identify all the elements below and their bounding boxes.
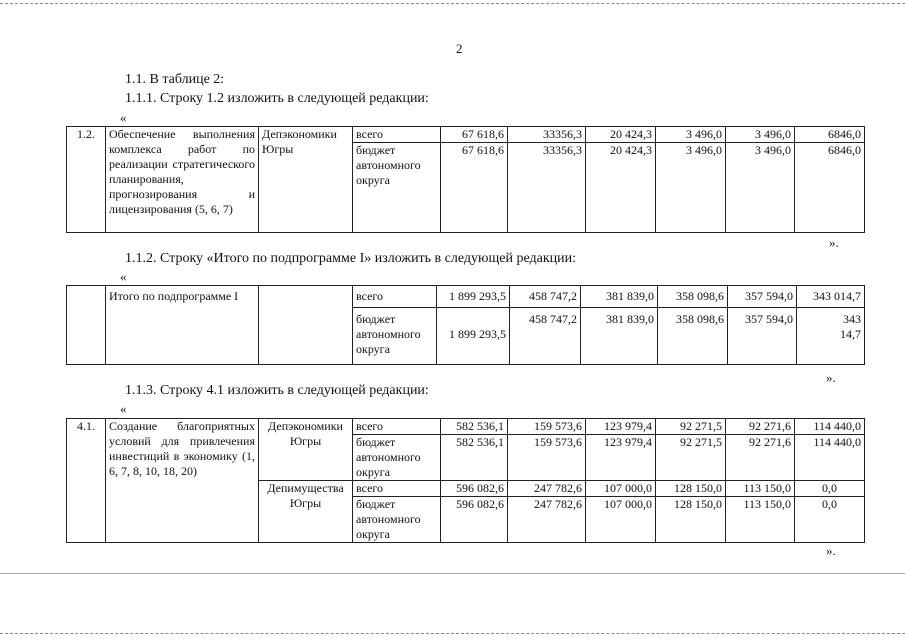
- value-cell: 247 782,6: [508, 497, 586, 543]
- value-cell: 6846,0: [795, 127, 865, 143]
- executor-1: Депэкономики Югры: [259, 419, 353, 481]
- value-cell: 20 424,3: [586, 127, 656, 143]
- value-cell: 1 899 293,5: [437, 308, 510, 365]
- value-cell: 358 098,6: [658, 308, 728, 365]
- table-subprogram-total: [66, 285, 865, 365]
- value-cell: 582 536,1: [441, 419, 508, 435]
- value-cell: 113 150,0: [726, 481, 795, 497]
- open-quote-2: «: [120, 269, 127, 284]
- row-number: 1.2.: [67, 127, 106, 233]
- value-cell: 458 747,2: [510, 286, 581, 308]
- item-1-1-3: 1.1.3. Строку 4.1 изложить в следующей редакции:: [125, 383, 429, 398]
- close-quote-2: ».: [826, 370, 836, 385]
- finance-source-budget: бюджет автономного округа: [353, 143, 441, 233]
- value-cell: 357 594,0: [728, 286, 797, 308]
- row-number-empty: [67, 286, 106, 365]
- value-cell: 33356,3: [508, 143, 586, 233]
- value-cell: 1 899 293,5: [437, 286, 510, 308]
- value-cell: 123 979,4: [586, 419, 656, 435]
- value-cell: 114 440,0: [795, 419, 865, 435]
- value-cell: 92 271,6: [726, 419, 795, 435]
- executor: Депэкономики Югры: [259, 127, 353, 233]
- measure-name: Обеспечение выполнения комплекса работ по реализации стратегического планирования, прогнозирования и лицензирования (5, 6, 7): [106, 127, 259, 233]
- value-cell: 596 082,6: [441, 497, 508, 543]
- close-quote-1: ».: [829, 235, 839, 250]
- open-quote-1: «: [120, 110, 127, 125]
- value-cell: 92 271,5: [656, 435, 726, 481]
- value-cell: 159 573,6: [508, 435, 586, 481]
- value-cell: 3 496,0: [656, 143, 726, 233]
- value-cell: 358 098,6: [658, 286, 728, 308]
- value-cell: 159 573,6: [508, 419, 586, 435]
- value-cell: 596 082,6: [441, 481, 508, 497]
- value-cell: 6846,0: [795, 143, 865, 233]
- value-cell: 123 979,4: [586, 435, 656, 481]
- value-cell: 107 000,0: [586, 497, 656, 543]
- finance-source-total: всего: [353, 127, 441, 143]
- bottom-edge-line: [0, 633, 905, 634]
- value-cell: 67 618,6: [441, 143, 508, 233]
- close-quote-3: ».: [826, 543, 836, 558]
- value-cell: 582 536,1: [441, 435, 508, 481]
- open-quote-3: «: [120, 401, 127, 416]
- finance-source-budget: бюджет автономного округа: [353, 497, 441, 543]
- finance-source-budget: бюджет автономного округа: [353, 435, 441, 481]
- finance-source-total: всего: [353, 286, 437, 308]
- value-cell: 92 271,6: [726, 435, 795, 481]
- value-cell: 114 440,0: [795, 435, 865, 481]
- value-cell: 0,0: [795, 481, 865, 497]
- value-cell: 3 496,0: [656, 127, 726, 143]
- subprogram-name: Итого по подпрограмме I: [106, 286, 259, 365]
- value-cell: 67 618,6: [441, 127, 508, 143]
- value-cell: 3 496,0: [726, 127, 795, 143]
- value-cell: 107 000,0: [586, 481, 656, 497]
- value-cell: 128 150,0: [656, 481, 726, 497]
- page-break-line: [0, 573, 905, 574]
- item-1-1: 1.1. В таблице 2:: [125, 72, 225, 87]
- finance-source-total: всего: [353, 481, 441, 497]
- finance-source-budget: бюджет автономного округа: [353, 308, 437, 365]
- value-cell: 381 839,0: [581, 286, 658, 308]
- value-cell: 20 424,3: [586, 143, 656, 233]
- top-edge-line: [0, 3, 905, 4]
- value-cell: 0,0: [795, 497, 865, 543]
- value-cell: 381 839,0: [581, 308, 658, 365]
- item-1-1-2: 1.1.2. Строку «Итого по подпрограмме I» изложить в следующей редакции:: [125, 251, 577, 266]
- value-cell: 92 271,5: [656, 419, 726, 435]
- value-cell: 128 150,0: [656, 497, 726, 543]
- value-cell: 343 14,7: [797, 308, 865, 365]
- table-row-1-2: [66, 126, 865, 233]
- value-cell: 343 014,7: [797, 286, 865, 308]
- page-number: 2: [456, 41, 463, 56]
- value-cell: 357 594,0: [728, 308, 797, 365]
- executor-2: Депимущества Югры: [259, 481, 353, 543]
- measure-name: Создание благоприятных условий для привлечения инвестиций в экономику (1, 6, 7, 8, 10, 18, 20): [106, 419, 259, 543]
- table-row-4-1: [66, 418, 865, 543]
- item-1-1-1: 1.1.1. Строку 1.2 изложить в следующей редакции:: [125, 91, 429, 106]
- value-cell: 33356,3: [508, 127, 586, 143]
- value-cell: 247 782,6: [508, 481, 586, 497]
- value-cell: 113 150,0: [726, 497, 795, 543]
- row-number: 4.1.: [67, 419, 106, 543]
- value-cell: 458 747,2: [510, 308, 581, 365]
- finance-source-total: всего: [353, 419, 441, 435]
- value-cell: 3 496,0: [726, 143, 795, 233]
- executor-empty: [259, 286, 353, 365]
